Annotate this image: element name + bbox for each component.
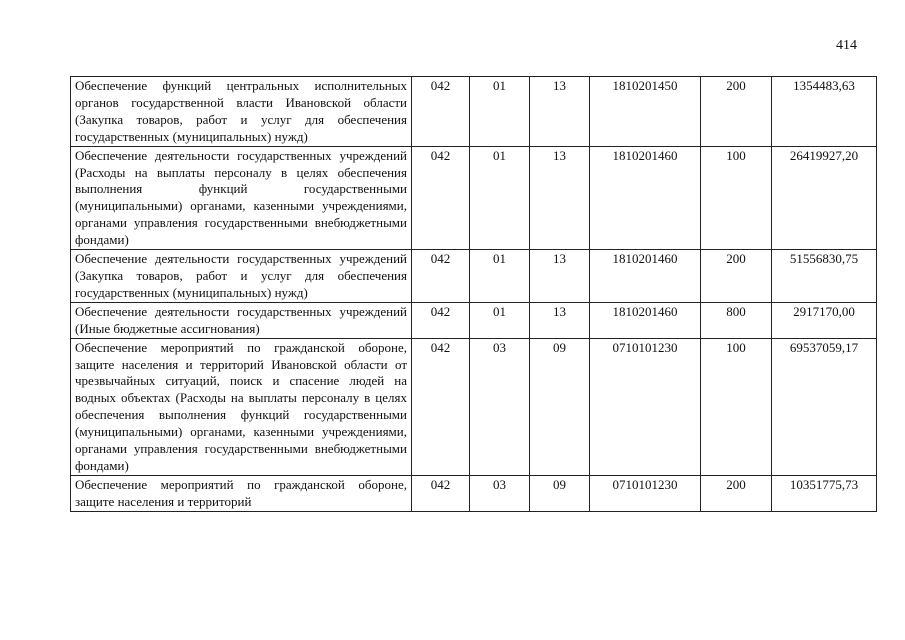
- department-code: 042: [412, 77, 470, 147]
- department-code: 042: [412, 146, 470, 249]
- expense-description: Обеспечение мероприятий по гражданской обороне, защите населения и территорий Ивановской области от чрезвычайных ситуаций, поиск и спасение людей на водных объектах (Расходы на выплаты персоналу в целях обеспечения выполнения функций государственными (муниципальными) органами, казенными учреждениями, органами управления государственными внебюджетными фондами): [71, 338, 412, 475]
- expense-description: Обеспечение мероприятий по гражданской обороне, защите населения и территорий: [71, 475, 412, 511]
- table-row: [71, 338, 877, 475]
- section-code: 01: [470, 146, 530, 249]
- subsection-code: 09: [530, 475, 590, 511]
- budget-table: [70, 76, 877, 512]
- page-number: 414: [836, 38, 857, 53]
- table-row: [71, 77, 877, 147]
- expense-description: Обеспечение деятельности государственных учреждений (Закупка товаров, работ и услуг для обеспечения государственных (муниципальных) нужд): [71, 250, 412, 303]
- subsection-code: 13: [530, 250, 590, 303]
- table-row: [71, 475, 877, 511]
- expense-description: Обеспечение деятельности государственных учреждений (Расходы на выплаты персоналу в целях обеспечения выполнения функций государственными (муниципальными) органами, казенными учреждениями, органами управления государственными внебюджетными фондами): [71, 146, 412, 249]
- amount: 1354483,63: [772, 77, 877, 147]
- department-code: 042: [412, 475, 470, 511]
- table-row: [71, 302, 877, 338]
- subsection-code: 13: [530, 146, 590, 249]
- section-code: 01: [470, 77, 530, 147]
- expense-type-code: 100: [701, 146, 772, 249]
- department-code: 042: [412, 338, 470, 475]
- amount: 69537059,17: [772, 338, 877, 475]
- target-article-code: 0710101230: [590, 338, 701, 475]
- expense-description: Обеспечение функций центральных исполнительных органов государственной власти Ивановской области (Закупка товаров, работ и услуг для обеспечения государственных (муниципальных) нужд): [71, 77, 412, 147]
- expense-description: Обеспечение деятельности государственных учреждений (Иные бюджетные ассигнования): [71, 302, 412, 338]
- target-article-code: 1810201450: [590, 77, 701, 147]
- expense-type-code: 100: [701, 338, 772, 475]
- amount: 2917170,00: [772, 302, 877, 338]
- table-row: [71, 250, 877, 303]
- target-article-code: 0710101230: [590, 475, 701, 511]
- amount: 51556830,75: [772, 250, 877, 303]
- expense-type-code: 200: [701, 250, 772, 303]
- subsection-code: 09: [530, 338, 590, 475]
- amount: 10351775,73: [772, 475, 877, 511]
- expense-type-code: 200: [701, 77, 772, 147]
- target-article-code: 1810201460: [590, 302, 701, 338]
- department-code: 042: [412, 250, 470, 303]
- expense-type-code: 800: [701, 302, 772, 338]
- table-row: [71, 146, 877, 249]
- department-code: 042: [412, 302, 470, 338]
- section-code: 01: [470, 302, 530, 338]
- amount: 26419927,20: [772, 146, 877, 249]
- section-code: 01: [470, 250, 530, 303]
- subsection-code: 13: [530, 302, 590, 338]
- subsection-code: 13: [530, 77, 590, 147]
- section-code: 03: [470, 338, 530, 475]
- target-article-code: 1810201460: [590, 250, 701, 303]
- expense-type-code: 200: [701, 475, 772, 511]
- target-article-code: 1810201460: [590, 146, 701, 249]
- section-code: 03: [470, 475, 530, 511]
